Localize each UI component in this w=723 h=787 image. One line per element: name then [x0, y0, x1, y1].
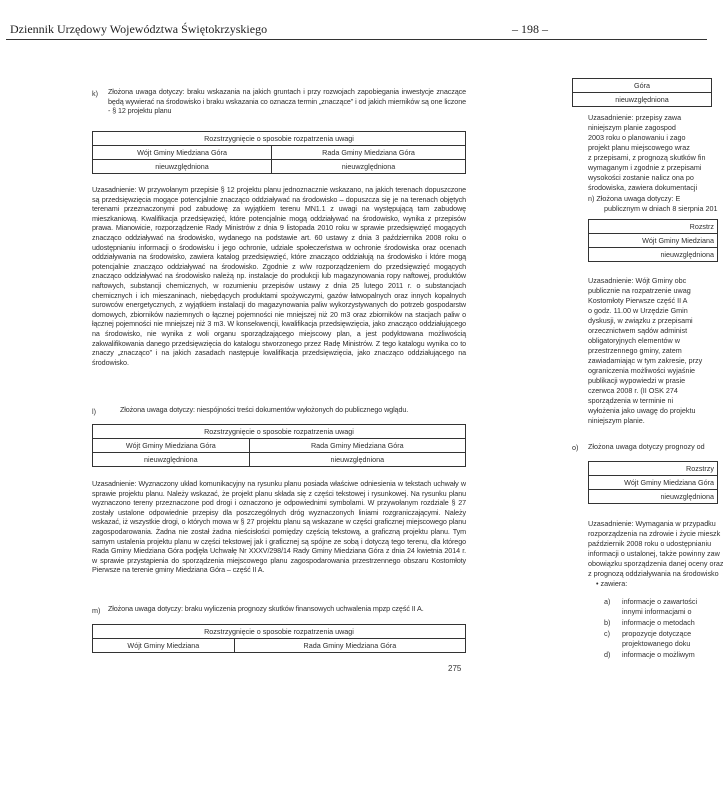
- decision-table-1-val1: nieuwzględniona: [93, 160, 272, 174]
- just-b-line: obligatoryjnych elementów w: [588, 336, 680, 345]
- sub-item-text: propozycje dotyczące: [622, 629, 692, 638]
- just-a-line: z przepisami, z prognozą skutków fin: [588, 153, 706, 162]
- decision-table-1: [92, 131, 466, 174]
- sub-item-label: d): [604, 650, 611, 659]
- just-c-line: rozporządzenia na zdrowie i życie mieszk: [588, 529, 721, 538]
- item-l-label: l): [92, 407, 96, 416]
- just-b-line: publikacji wypowiedzi w prasie: [588, 376, 686, 385]
- right-mid-table-row: Wójt Gminy Miedziana: [589, 234, 718, 248]
- sub-item-text: innymi informacjami o: [622, 607, 692, 616]
- decision-table-3-col1: Wójt Gminy Miedziana: [93, 639, 235, 653]
- decision-table-2-col1: Wójt Gminy Miedziana Góra: [93, 439, 250, 453]
- decision-table-2-val2: nieuwzględniona: [249, 453, 465, 467]
- item-k-label: k): [92, 89, 98, 98]
- item-m-text: Złożona uwaga dotyczy: braku wyliczenia prognozy skutków finansowych uchwalenia mpzp część II A.: [108, 604, 424, 613]
- just-b-line: Kostomłoty Pierwsze część II A: [588, 296, 688, 305]
- just-a-line: n) Złożona uwaga dotyczy: E: [588, 194, 681, 203]
- just-c-line: Uzasadnienie: Wymagania w przypadku: [588, 519, 716, 528]
- just-c-line: październik 2008 roku o udostępnianiu: [588, 539, 712, 548]
- just-a-line: 2003 roku o planowaniu i zago: [588, 133, 686, 142]
- decision-table-1-header: Rozstrzygnięcie o sposobie rozpatrzenia uwagi: [93, 132, 466, 146]
- sub-item-text: informacje o metodach: [622, 618, 695, 627]
- decision-table-3: [92, 624, 466, 653]
- sub-item-label: b): [604, 618, 611, 627]
- journal-title: Dziennik Urzędowy Województwa Świętokrzyskiego: [10, 22, 268, 36]
- header-rule: [6, 39, 707, 40]
- right-low-table: [588, 461, 718, 504]
- decision-table-2: [92, 424, 466, 467]
- just-a-line: Uzasadnienie: przepisy zawa: [588, 113, 682, 122]
- just-b-line: wyłożenia jako uwagę do projektu: [588, 406, 696, 415]
- just-b-line: ograniczenia możliwości wyjaśnie: [588, 366, 696, 375]
- right-low-table-col: Rozstrzy: [589, 462, 718, 476]
- just-c-line: • zawiera:: [596, 579, 628, 588]
- just-c-line: z prognozą oddziaływania na środowisko: [588, 569, 719, 578]
- just-b-line: dyskusji, w związku z przepisami: [588, 316, 693, 325]
- just-a-line: wymaganym i zgodnie z przepisami: [588, 163, 702, 172]
- right-top-table-col: Góra: [573, 79, 712, 93]
- item-m-label: m): [92, 606, 101, 615]
- just-a-line: publicznym w dniach 8 sierpnia 201: [604, 204, 718, 213]
- right-mid-table-val: nieuwzględniona: [589, 248, 718, 262]
- item-o-text: Złożona uwaga dotyczy prognozy od: [588, 442, 705, 451]
- just-a-line: niniejszym planie zagospod: [588, 123, 676, 132]
- item-l-text: Złożona uwaga dotyczy: niespójności treści dokumentów wyłożonych do publicznego wglądu.: [120, 405, 409, 414]
- decision-table-1-col2: Rada Gminy Miedziana Góra: [272, 146, 466, 160]
- just-b-line: Uzasadnienie: Wójt Gminy obc: [588, 276, 687, 285]
- right-low-table-row: Wójt Gminy Miedziana Góra: [589, 476, 718, 490]
- decision-table-2-header: Rozstrzygnięcie o sposobie rozpatrzenia uwagi: [93, 425, 466, 439]
- sub-item-text: informacje o możliwym: [622, 650, 695, 659]
- just-c-line: informacji o ustalonej, także powinny zaw: [588, 549, 720, 558]
- decision-table-1-col1: Wójt Gminy Miedziana Góra: [93, 146, 272, 160]
- just-b-line: zawiadamiając w tym zakresie, przy: [588, 356, 703, 365]
- right-mid-table: [588, 219, 718, 262]
- just-b-line: sporządzenia w terminie ni: [588, 396, 674, 405]
- just-b-line: czerwca 2008 r. (II OSK 274: [588, 386, 678, 395]
- decision-table-3-col2: Rada Gminy Miedziana Góra: [234, 639, 465, 653]
- justification-1: Uzasadnienie: W przywołanym przepisie § 12 projektu planu jednoznacznie wskazano, na jakich terenach dopuszczone są przedsięwzięcia mogące potencjalnie znacząco oddziaływać na środowisko – dopuszcza się je na terenach objętych terenami przeznaczonymi pod zabudowę za wyjątkiem terenu MN1.1 z uwagi na występującą tam zabudowę mieszkaniową. Kwalifikacja przedsięwzięć, które potencjalnie mogą oddziaływać na środowisko, wynika z przepisów prawa. Mianowicie, rozporządzenie Rady Ministrów z dnia 9 listopada 2010 roku w sprawie przedsięwzięć mogących znacząco oddziaływać na środowisko, wydanego na podstawie art. 60 ustawy z dnia 3 października 2008 roku o udostępnianiu informacji o środowisku i jego ochronie, udziale społeczeństwa w ochronie środowiska oraz ocenach oddziaływania na środowisko, zawiera katalog przedsięwzięć, które znacząco oddziałują na środowisko i które mogą potencjalnie znacząco oddziaływać na środowisko. Zgodnie z w/w rozporządzeniem do przedsięwzięć mogących znacząco oddziaływać na środowisko należą np. instalacje do produkcji lub magazynowania ropy naftowej, produktów naftowych, substancji chemicznych, w rozumieniu przepisów ustawy z dnia 25 lutego 2011 r. o substancjach chemicznych i ich mieszaninach, niebędących produktami spożywczymi, gazów łatwopalnych oraz innych kopalnych surowców energetycznych, z wyjątkiem instalacji do magazynowania paliw wykorzystywanych do potrzeb gospodarstw domowych, zbiorników naziemnych o łącznej pojemności nie mniejszej niż 20 m3 oraz zbiorników na stacjach paliw o łącznej pojemności nie mniejszej niż 3 m3. W konsekwencji, kwalifikacja przedsięwzięcia, jako znacząco oddziałującego na środowisko, nie wynika z woli organu sporządzającego miejscowy plan, a jest podyktowana możliwością zakwalifikowania danego przedsięwzięcia do katalogu stworzonego przez Radę Ministrów. Z tego katalogu wynika co to znaczy „znacząco” i na jakich zasadach następuje kwalifikacja przedsięwzięcia, jako znacząco oddziałującego na środowisko.: [92, 185, 466, 367]
- item-o-label: o): [572, 443, 579, 452]
- sub-item-label: a): [604, 597, 611, 606]
- sub-item-text: informacje o zawartości: [622, 597, 698, 606]
- just-b-line: o godz. 11.00 w Urzędzie Gmin: [588, 306, 688, 315]
- right-mid-table-col: Rozstrz: [589, 220, 718, 234]
- item-k-text: Złożona uwaga dotyczy: braku wskazania na jakich gruntach i przy rozwojach zapobiegania inwestycje znaczące będą wywierać na środowisko i braku wskazania co oznacza termin „znaczące” i od jakich mierników są one liczone - § 12 projektu planu: [108, 87, 466, 116]
- decision-table-1-val2: nieuwzględniona: [272, 160, 466, 174]
- decision-table-2-col2: Rada Gminy Miedziana Góra: [249, 439, 465, 453]
- just-a-line: wysokości zostanie nalicz ona po: [588, 173, 694, 182]
- page-number: – 198 –: [512, 22, 548, 36]
- just-a-line: środowiska, zawiera dokumentacji: [588, 183, 698, 192]
- right-top-table: [572, 78, 712, 107]
- page-header: [6, 22, 707, 42]
- just-b-line: publicznie na rozpatrzenie uwag: [588, 286, 691, 295]
- just-b-line: niniejszym planie.: [588, 416, 645, 425]
- sub-item-label: c): [604, 629, 610, 638]
- right-low-table-val: nieuwzględniona: [589, 490, 718, 504]
- sub-item-text: projektowanego doku: [622, 639, 691, 648]
- decision-table-3-header: Rozstrzygnięcie o sposobie rozpatrzenia uwagi: [93, 625, 466, 639]
- just-b-line: orzecznictwem sądów administ: [588, 326, 688, 335]
- scan-page-footer: 275: [448, 664, 462, 673]
- just-b-line: przestrzennego gminy, zatem: [588, 346, 682, 355]
- just-c-line: obowiązku sporządzenia danej oceny oraz: [588, 559, 723, 568]
- justification-2: Uzasadnienie: Wyznaczony układ komunikacyjny na rysunku planu posiada właściwe odniesienia w tekstach uchwały w sprawie projektu planu. Należy wskazać, że projekt planu składa się z części tekstowej i rysunkowej. Na rysunku planu wyznaczono tereny przeznaczone pod drogi i oznaczono je odpowiednimi symbolami. W przywołanym rozdziale § 27 zostały ustalone odpowiednie przepisy dla poszczególnych dróg wyznaczonych liniami rozgraniczającymi. Należy wskazać, iż wszystkie drogi, o których mowa w § 27 projektu planu są wskazane w części graficznej miejscowego planu zagospodarowania. Żadna nie został żadna nieścisłości pomiędzy częścią tekstową, a graficzną projektu planu. Tym samym ustalenia projektu planu w części tekstowej jak i graficznej są spójne ze sobą i dotyczą tego terenu, dla którego Rada Gminy Miedziana Góra podjęła Uchwałę Nr XXXV/298/14 Rady Gminy Miedziana Góra z dnia 24 kwietnia 2014 r. w sprawie przystąpienia do sporządzenia miejscowego planu zagospodarowania przestrzennego obszaru Kostomłoty Pierwsze na terenie gminy Miedziana Góra – część II A.: [92, 479, 466, 575]
- right-top-table-val: nieuwzględniona: [573, 93, 712, 107]
- decision-table-2-val1: nieuwzględniona: [93, 453, 250, 467]
- just-a-line: projekt planu miejscowego wraz: [588, 143, 690, 152]
